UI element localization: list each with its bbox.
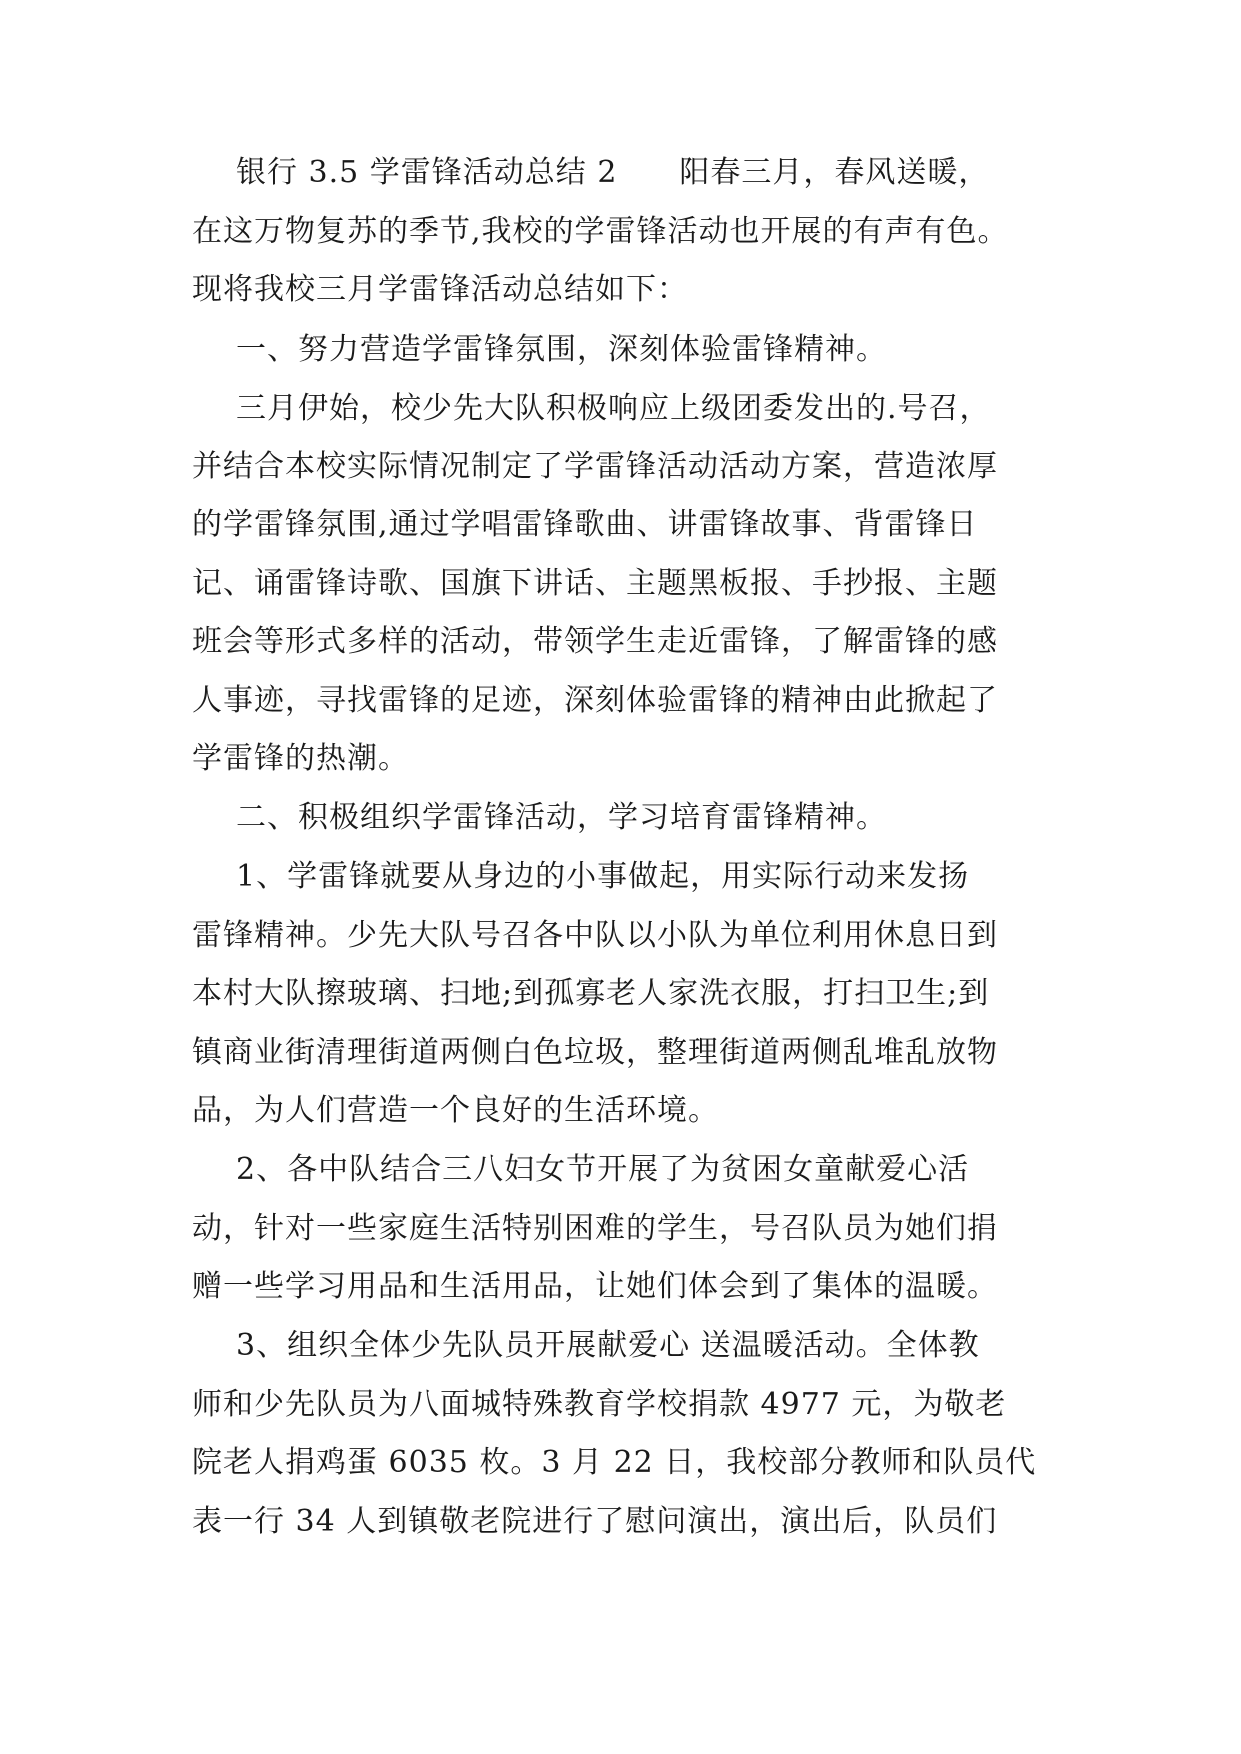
- text-line-18: 2、各中队结合三八妇女节开展了为贫困女童献爱心活: [236, 1152, 970, 1187]
- text-line-7: 的学雷锋氛围,通过学唱雷锋歌曲、讲雷锋故事、背雷锋日: [192, 507, 978, 542]
- text-line-8: 记、诵雷锋诗歌、国旗下讲话、主题黑板报、手抄报、主题: [192, 566, 998, 601]
- text-line-24: 表一行 34 人到镇敬老院进行了慰问演出，演出后，队员们: [192, 1504, 998, 1539]
- text-line-13: 1、学雷锋就要从身边的小事做起，用实际行动来发扬: [236, 859, 970, 894]
- text-line-17: 品，为人们营造一个良好的生活环境。: [192, 1093, 719, 1128]
- text-line-3: 现将我校三月学雷锋活动总结如下：: [192, 272, 688, 307]
- section-heading-2: 二、积极组织学雷锋活动，学习培育雷锋精神。: [236, 800, 887, 835]
- text-line-19: 动，针对一些家庭生活特别困难的学生，号召队员为她们捐: [192, 1211, 998, 1246]
- text-line-5: 三月伊始，校少先大队积极响应上级团委发出的.号召，: [236, 391, 991, 426]
- section-heading-1: 一、努力营造学雷锋氛围，深刻体验雷锋精神。: [236, 332, 887, 367]
- text-line-10: 人事迹，寻找雷锋的足迹，深刻体验雷锋的精神由此掀起了: [192, 683, 998, 718]
- text-line-21: 3、组织全体少先队员开展献爱心 送温暖活动。全体教: [236, 1328, 980, 1363]
- text-line-11: 学雷锋的热潮。: [192, 741, 409, 776]
- text-line-15: 本村大队擦玻璃、扫地;到孤寡老人家洗衣服，打扫卫生;到: [192, 976, 990, 1011]
- text-line-20: 赠一些学习用品和生活用品，让她们体会到了集体的温暖。: [192, 1269, 998, 1304]
- text-line-22: 师和少先队员为八面城特殊教育学校捐款 4977 元，为敬老: [192, 1387, 1007, 1422]
- text-line-14: 雷锋精神。少先大队号召各中队以小队为单位利用休息日到: [192, 918, 998, 953]
- text-line-2: 在这万物复苏的季节,我校的学雷锋活动也开展的有声有色。: [192, 214, 1009, 249]
- text-line-23: 院老人捐鸡蛋 6035 枚。3 月 22 日，我校部分教师和队员代: [192, 1445, 1037, 1480]
- text-line-1: 银行 3.5 学雷锋活动总结 2 阳春三月，春风送暖，: [236, 155, 990, 190]
- text-line-9: 班会等形式多样的活动，带领学生走近雷锋，了解雷锋的感: [192, 624, 998, 659]
- text-line-16: 镇商业街清理街道两侧白色垃圾，整理街道两侧乱堆乱放物: [192, 1035, 998, 1070]
- text-line-6: 并结合本校实际情况制定了学雷锋活动活动方案，营造浓厚: [192, 449, 998, 484]
